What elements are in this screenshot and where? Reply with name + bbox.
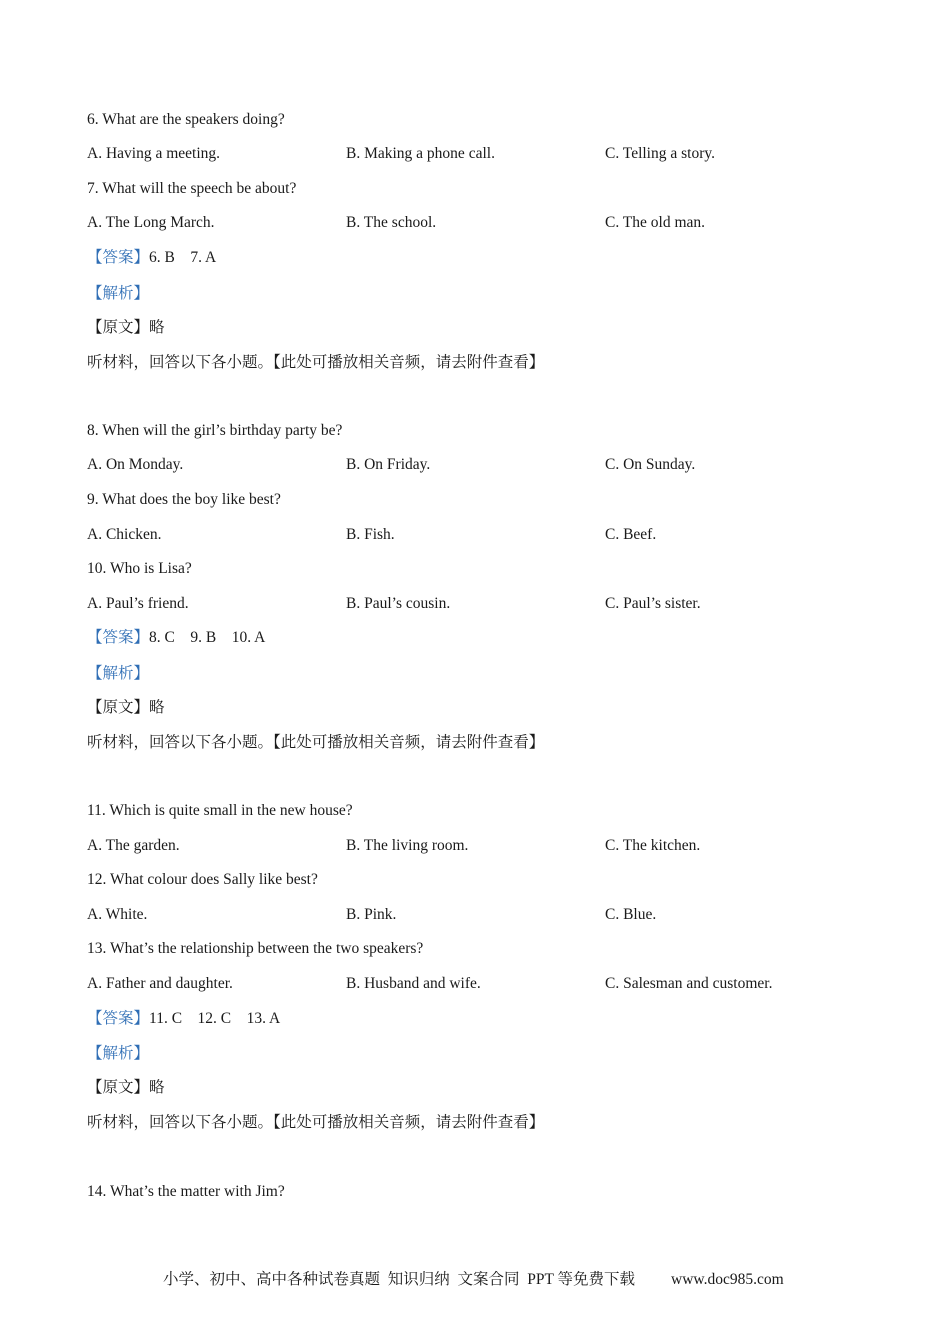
option-b: B. Paul’s cousin.	[346, 595, 451, 612]
question-11: 11. Which is quite small in the new house?	[87, 802, 353, 819]
listen-instruction: 听材料，回答以下各小题。【此处可播放相关音频，请去附件查看】	[87, 354, 545, 371]
analysis-label: 【解析】	[87, 1045, 150, 1062]
option-c: C. Blue.	[605, 906, 657, 923]
option-b: B. Pink.	[346, 906, 397, 923]
answer-line	[87, 628, 265, 648]
option-b: B. Husband and wife.	[346, 975, 481, 992]
question-14: 14. What’s the matter with Jim?	[87, 1183, 285, 1200]
option-a: A. The Long March.	[87, 214, 215, 231]
option-c: C. The old man.	[605, 214, 706, 231]
answer-label: 【答案】	[87, 1010, 150, 1027]
option-a: A. The garden.	[87, 837, 180, 854]
option-c: C. Paul’s sister.	[605, 595, 701, 612]
option-a: A. On Monday.	[87, 456, 184, 473]
answer-label: 【答案】	[87, 629, 150, 646]
question-12: 12. What colour does Sally like best?	[87, 871, 318, 888]
answer-value: 8. C 9. B 10. A	[149, 629, 266, 646]
footer-website: www.doc985.com	[671, 1271, 784, 1288]
listen-instruction: 听材料，回答以下各小题。【此处可播放相关音频，请去附件查看】	[87, 734, 545, 751]
option-a: A. Chicken.	[87, 526, 162, 543]
analysis-label: 【解析】	[87, 665, 150, 682]
question-6-options	[87, 144, 887, 164]
option-b: B. On Friday.	[346, 456, 431, 473]
original-text-label: 【原文】略	[87, 319, 165, 336]
option-c: C. The kitchen.	[605, 837, 701, 854]
question-13-options	[87, 974, 887, 994]
question-10-options	[87, 594, 887, 614]
question-8-options	[87, 455, 887, 475]
option-b: B. The living room.	[346, 837, 469, 854]
answer-label: 【答案】	[87, 249, 150, 266]
question-7-options	[87, 213, 887, 233]
option-c: C. On Sunday.	[605, 456, 696, 473]
answer-line	[87, 248, 216, 268]
listen-instruction: 听材料，回答以下各小题。【此处可播放相关音频，请去附件查看】	[87, 1114, 545, 1131]
option-a: A. Father and daughter.	[87, 975, 233, 992]
question-11-options	[87, 836, 887, 856]
question-13: 13. What’s the relationship between the two speakers?	[87, 940, 424, 957]
original-text-label: 【原文】略	[87, 1079, 165, 1096]
original-text-label: 【原文】略	[87, 699, 165, 716]
answer-line	[87, 1009, 280, 1029]
question-12-options	[87, 905, 887, 925]
question-9-options	[87, 525, 887, 545]
option-b: B. The school.	[346, 214, 437, 231]
question-10: 10. Who is Lisa?	[87, 560, 192, 577]
option-a: A. Paul’s friend.	[87, 595, 189, 612]
answer-value: 6. B 7. A	[149, 249, 217, 266]
analysis-label: 【解析】	[87, 285, 150, 302]
answer-value: 11. C 12. C 13. A	[149, 1010, 281, 1027]
question-6: 6. What are the speakers doing?	[87, 111, 285, 128]
question-9: 9. What does the boy like best?	[87, 491, 281, 508]
question-8: 8. When will the girl’s birthday party be?	[87, 422, 343, 439]
option-b: B. Fish.	[346, 526, 395, 543]
option-c: C. Telling a story.	[605, 145, 715, 162]
option-a: A. Having a meeting.	[87, 145, 221, 162]
option-c: C. Beef.	[605, 526, 657, 543]
footer-text: 小学、初中、高中各种试卷真题 知识归纳 文案合同 PPT 等免费下载	[163, 1271, 636, 1288]
option-b: B. Making a phone call.	[346, 145, 495, 162]
option-c: C. Salesman and customer.	[605, 975, 773, 992]
option-a: A. White.	[87, 906, 148, 923]
question-7: 7. What will the speech be about?	[87, 180, 297, 197]
